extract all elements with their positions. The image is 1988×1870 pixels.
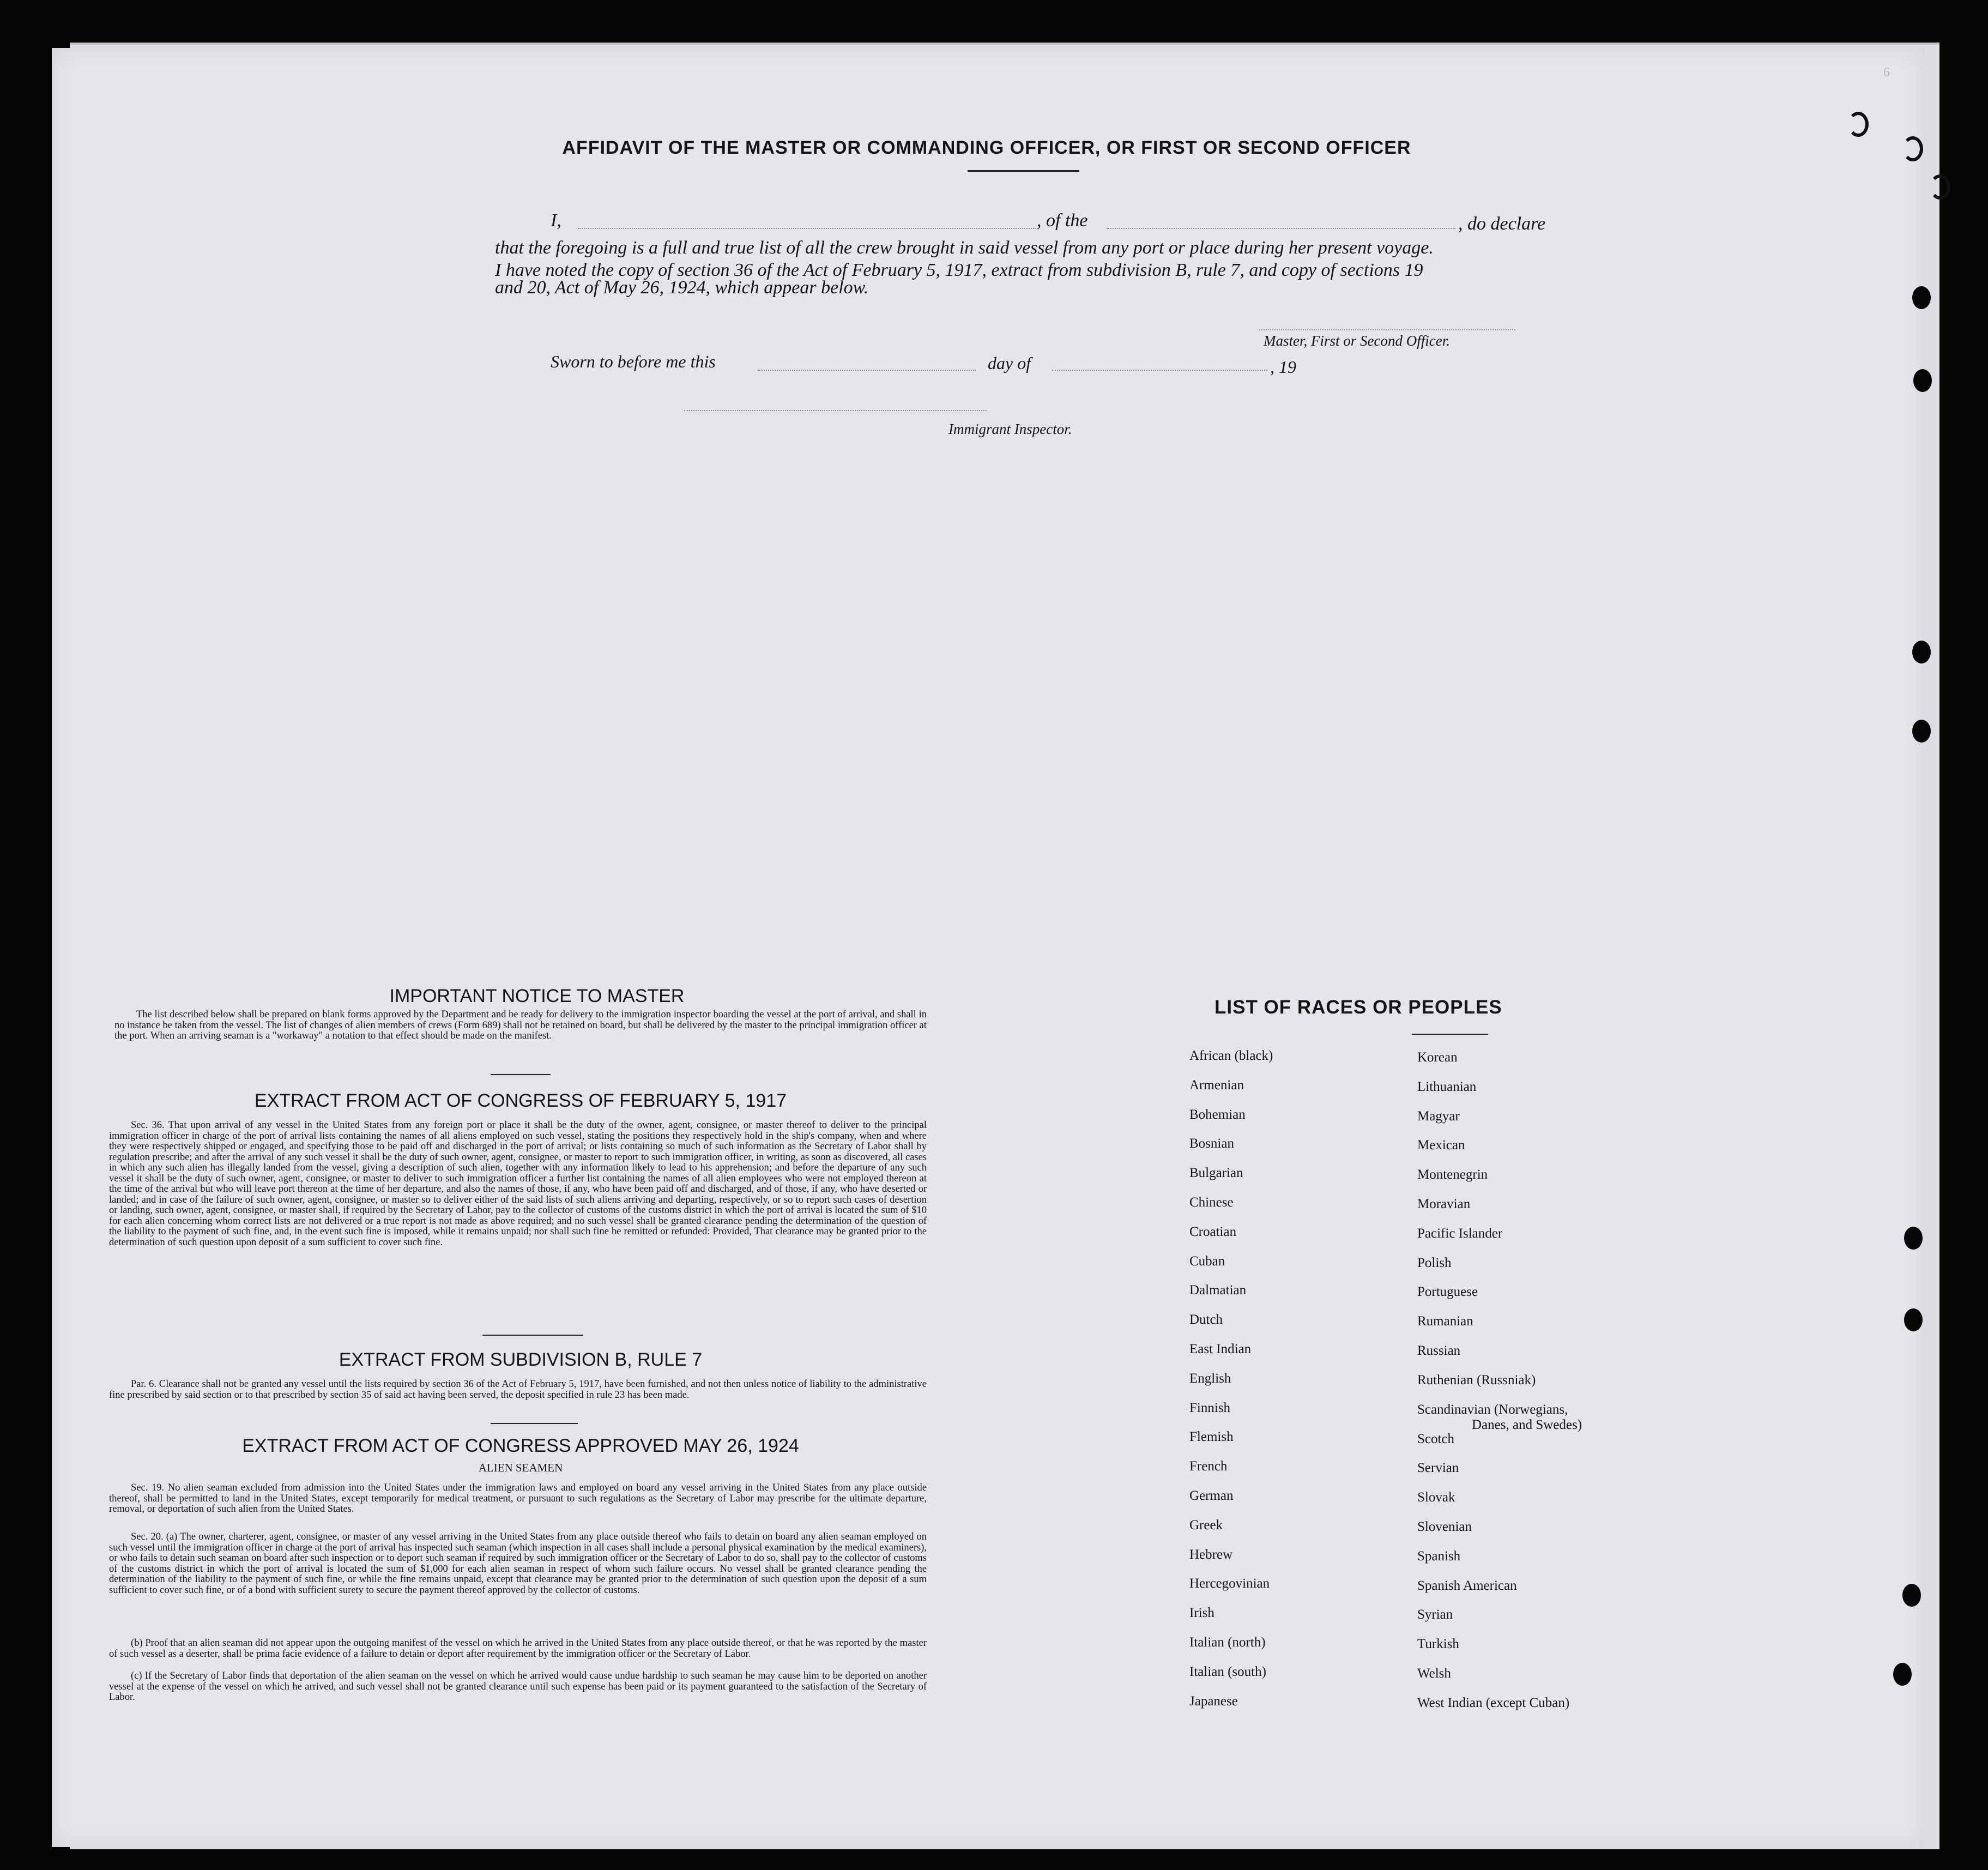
race-item: Danes, and Swedes) (1472, 1417, 1582, 1432)
binder-hole-icon (1913, 369, 1932, 392)
race-item: Croatian (1189, 1224, 1237, 1239)
race-item: Turkish (1417, 1637, 1459, 1652)
sec-20a-text: Sec. 20. (a) The owner, charterer, agent, consignee, or master of any vessel arriving in the United States from any place outside thereof who fails to detain on board any alien seaman employed on such vessel until the immigration officer in charge at the port of arrival has inspected such seaman (which inspection in all cases shall include a personal physical examination by the medical examiners), or who fails to detain such seaman on board after such inspection or to deport such seaman if required by such immigration officer or the Secretary of Labor to do so, shall pay to the collector of customs of the customs district in which the port of arrival is located the sum of $1,000 for each alien seaman in respect of whom such failure occurs. No vessel shall be granted clearance pending the determination of the liability to the payment of such fine, or while the fine remains unpaid, except that clearance may be granted prior to the determination of such question upon the deposit of a sum sufficient to cover such fine, or of a bond with sufficient surety to secure the payment thereof approved by the collector of customs. (109, 1531, 927, 1596)
race-item: African (black) (1189, 1048, 1273, 1063)
affidavit-title: AFFIDAVIT OF THE MASTER OR COMMANDING OFFICER, OR FIRST OR SECOND OFFICER (562, 137, 1411, 158)
sworn-label: Sworn to before me this (551, 352, 716, 371)
inspector-label: Immigrant Inspector. (948, 421, 1072, 437)
binder-hole-icon (1912, 720, 1931, 743)
name-field[interactable] (578, 228, 1036, 229)
race-item: Scotch (1417, 1431, 1455, 1446)
race-item: Russian (1417, 1343, 1461, 1358)
notice-title: IMPORTANT NOTICE TO MASTER (389, 986, 685, 1006)
affidavit-line-4: and 20, Act of May 26, 1924, which appear below. (495, 278, 869, 298)
binder-hole-icon (1893, 1663, 1912, 1686)
affidavit-line-2: that the foregoing is a full and true list of all the crew brought in said vessel from any port or place during her present voyage. (495, 238, 1434, 258)
race-item: Finnish (1189, 1400, 1231, 1415)
race-item: Scandinavian (Norwegians, (1417, 1402, 1568, 1417)
inspector-signature-field[interactable] (684, 410, 987, 411)
race-item: Irish (1189, 1606, 1214, 1621)
races-right-column (1417, 1049, 1582, 1724)
act-1917-title: EXTRACT FROM ACT OF CONGRESS OF FEBRUARY 5, 1917 (254, 1090, 787, 1111)
act-1917-text: Sec. 36. That upon arrival of any vessel in the United States from any foreign port or place it shall be the duty of the owner, agent, consignee, or master thereof to deliver to the principal immigration officer in charge of the port of arrival lists containing the names of all aliens employed on such vessel, stating the positions they respectively hold in the ship's company, when and where they were respectively shipped or engaged, and specifying those to be paid off and discharged in the port of arrival; or lists containing so much of such information as the Secretary of Labor shall by regulation prescribe; and after the arrival of any such vessel it shall be the duty of such owner, agent, consignee, or master to report to such immigration officer, in writing, as soon as discovered, all cases in which any such alien has illegally landed from the vessel, giving a description of such alien, together with any information likely to lead to his apprehension; and before the departure of any such vessel it shall be the duty of such owner, agent, consignee, or master to deliver to such immigration officer a further list containing the names of all alien employees who were not employed thereon at the time of the arrival but who will leave port thereon at the time of her departure, and also the names of those, if any, who have been paid off and discharged, and of those, if any, who have deserted or landed; and in case of the failure of such owner, agent, consignee, or master so to deliver either of the said lists of such aliens arriving and departing, respectively, or so to report such cases of desertion or landing, such owner, agent, consignee, or master shall, if required by the Secretary of Labor, pay to the collector of customs of the customs district in which the port of arrival is located the sum of $10 for each alien concerning whom correct lists are not delivered or a true report is not made as above required; and no such vessel shall be granted clearance pending the determination of the question of the liability to the payment of such fine, and, in the event such fine is imposed, while it remains unpaid; nor shall such fine be remitted or refunded: Provided, That clearance may be granted prior to the determination of such question upon deposit of a sum sufficient to cover such fine. (109, 1120, 927, 1248)
divider (482, 1335, 583, 1336)
race-item: Ruthenian (Russniak) (1417, 1372, 1536, 1388)
signature-field[interactable] (1259, 329, 1515, 330)
race-item: Greek (1189, 1517, 1223, 1533)
race-item: Korean (1417, 1050, 1458, 1065)
race-item: East Indian (1189, 1341, 1252, 1356)
race-item: Hercegovinian (1189, 1576, 1270, 1591)
race-item: Montenegrin (1417, 1167, 1488, 1183)
of-the-label: , of the (1037, 210, 1088, 231)
sec-20c-text: (c) If the Secretary of Labor finds that deportation of the alien seaman on the vessel on which he arrived would cause undue hardship to such seaman he may cause him to be deported on another vessel at the expense of the vessel on which he arrived, and such vessel shall not be granted clearance until such expense has been paid or its payment guaranteed to the satisfaction of the Secretary of Labor. (109, 1670, 927, 1703)
binder-hole-icon (1848, 112, 1869, 137)
race-item: Italian (south) (1189, 1664, 1266, 1679)
vessel-field[interactable] (1107, 228, 1455, 229)
do-declare-label: , do declare (1458, 214, 1546, 234)
race-item: Portuguese (1417, 1284, 1478, 1300)
race-item: English (1189, 1371, 1231, 1386)
affidavit-line-3: I have noted the copy of section 36 of the Act of February 5, 1917, extract from subdivision B, rule 7, and copy of sections 19 (495, 260, 1423, 280)
race-item: Welsh (1417, 1666, 1451, 1681)
race-item: Spanish American (1417, 1578, 1517, 1593)
race-item: Magyar (1417, 1108, 1460, 1124)
subdivision-b-text: Par. 6. Clearance shall not be granted any vessel until the lists required by section 36 of the Act of February 5, 1917, have been furnished, and not then unless notice of liability to the administrative fine prescribed by said section or to that prescribed by section 35 of said act having been served, the deposit specified in rule 23 has been made. (109, 1379, 927, 1401)
day-of-label: day of (988, 353, 1031, 373)
race-item: Slovak (1417, 1490, 1455, 1505)
race-item: Lithuanian (1417, 1079, 1477, 1094)
race-item: Dalmatian (1189, 1283, 1247, 1298)
race-item: Spanish (1417, 1548, 1461, 1564)
corner-page-mark: 6 (1883, 65, 1890, 80)
race-item: Dutch (1189, 1312, 1223, 1328)
subdivision-b-title: EXTRACT FROM SUBDIVISION B, RULE 7 (339, 1349, 703, 1370)
race-item: Pacific Islander (1417, 1226, 1503, 1241)
race-item: Cuban (1189, 1253, 1225, 1269)
sworn-month-field[interactable] (1052, 370, 1267, 371)
race-item: Mexican (1417, 1138, 1465, 1153)
sec-20b-text: (b) Proof that an alien seaman did not appear upon the outgoing manifest of the vessel on which he arrived in the United States from any place outside thereof, or that he was reported by the master of such vessel as a deserter, shall be prima facie evidence of a failure to detain or deport after requirement by the immigration officer or the Secretary of Labor. (109, 1638, 927, 1660)
alien-seamen-subtitle: ALIEN SEAMEN (478, 1461, 563, 1474)
divider (491, 1423, 578, 1424)
race-item: Servian (1417, 1461, 1459, 1476)
race-item: Italian (north) (1189, 1634, 1266, 1650)
divider (491, 1074, 551, 1075)
race-item: Japanese (1189, 1693, 1238, 1709)
act-1924-title: EXTRACT FROM ACT OF CONGRESS APPROVED MAY 26, 1924 (242, 1435, 799, 1456)
sec-19-text: Sec. 19. No alien seaman excluded from admission into the United States under the immigration laws and employed on board any vessel arriving in the United States from any place outside thereof, shall be permitted to land in the United States, except temporarily for medical treatment, or pursuant to such regulations as the Secretary of Labor may prescribe for the ultimate departure, removal, or deportation of such alien from the United States. (109, 1482, 927, 1515)
master-signature-label: Master, First or Second Officer. (1264, 333, 1450, 349)
race-item: Bulgarian (1189, 1166, 1243, 1181)
race-item: Slovenian (1417, 1519, 1472, 1534)
sworn-day-field[interactable] (758, 370, 976, 371)
title-underline (968, 170, 1079, 172)
race-item: Flemish (1189, 1429, 1234, 1445)
binder-hole-icon (1912, 286, 1931, 309)
divider (1412, 1034, 1488, 1035)
race-item: Syrian (1417, 1607, 1453, 1622)
binder-hole-icon (1902, 1584, 1921, 1607)
binder-hole-icon (1930, 174, 1950, 200)
races-left-column (1189, 1048, 1273, 1722)
race-item: Hebrew (1189, 1547, 1233, 1562)
binder-hole-icon (1904, 1308, 1923, 1331)
race-item: Chinese (1189, 1195, 1234, 1210)
notice-text: The list described below shall be prepared on blank forms approved by the Department and be ready for delivery to the immigration inspector boarding the vessel at the port of arrival, and shall in no instance be taken from the vessel. The list of changes of alien members of crews (Form 689) shall not be retained on board, but shall be delivered by the master to the principal immigration officer at the port. When an arriving seaman is a "workaway" a notation to that effect should be made on the manifest. (114, 1009, 927, 1041)
race-item: Bohemian (1189, 1107, 1246, 1122)
race-item: Bosnian (1189, 1136, 1234, 1151)
race-item: Rumanian (1417, 1314, 1473, 1329)
races-title: LIST OF RACES OR PEOPLES (1214, 997, 1502, 1018)
race-item: Armenian (1189, 1077, 1244, 1093)
binder-hole-icon (1904, 1227, 1923, 1250)
race-item: West Indian (except Cuban) (1417, 1695, 1570, 1710)
binder-hole-icon (1912, 641, 1931, 663)
race-item: German (1189, 1488, 1234, 1503)
race-item: Moravian (1417, 1196, 1471, 1211)
race-item: Polish (1417, 1255, 1452, 1270)
year-prefix-label: , 19 (1270, 357, 1296, 377)
affidavit-i-label: I, (551, 210, 561, 231)
race-item: French (1189, 1459, 1228, 1474)
